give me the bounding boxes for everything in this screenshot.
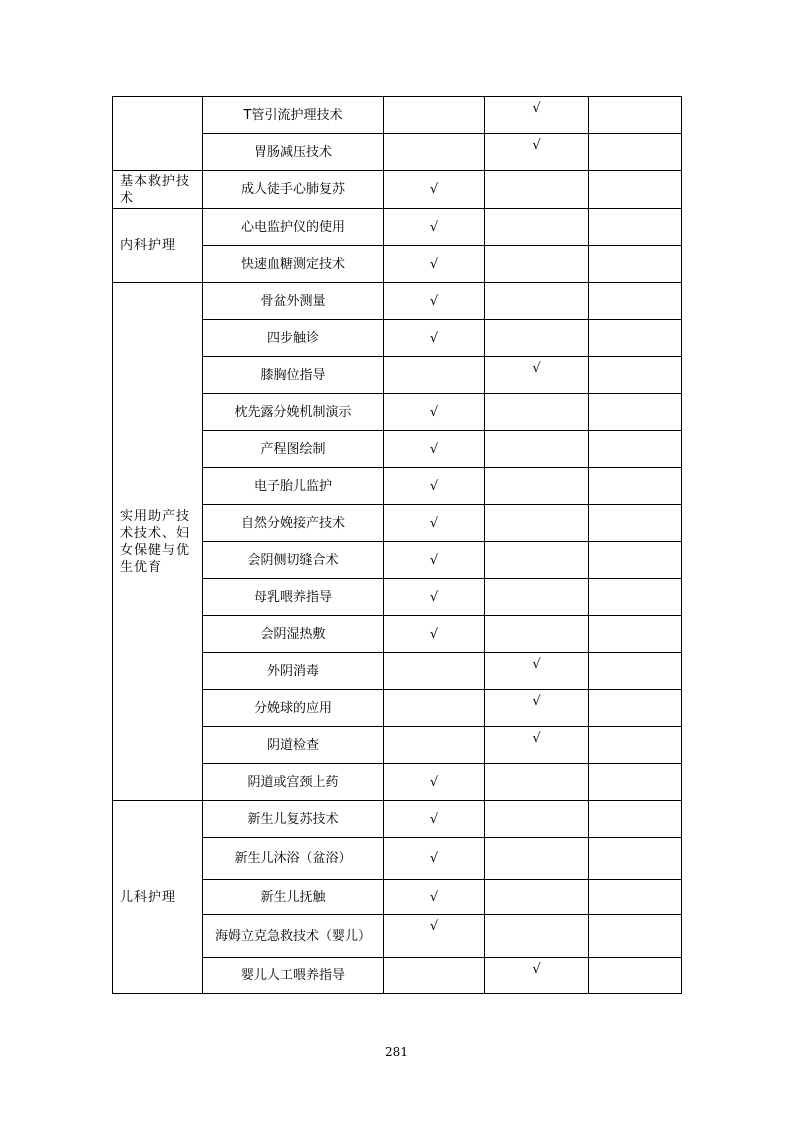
check-col1: √ xyxy=(384,394,485,431)
check-col3 xyxy=(589,727,682,764)
skill-item: 阴道或宫颈上药 xyxy=(203,764,384,801)
check-col3 xyxy=(589,653,682,690)
check-col1: √ xyxy=(384,579,485,616)
check-col2 xyxy=(485,320,589,357)
skill-item: 会阴湿热敷 xyxy=(203,616,384,653)
category-cell: 基本救护技术 xyxy=(113,171,203,209)
skill-item: 四步触诊 xyxy=(203,320,384,357)
skill-item: 会阴侧切缝合术 xyxy=(203,542,384,579)
skill-item: 自然分娩接产技术 xyxy=(203,505,384,542)
skill-item: 骨盆外测量 xyxy=(203,283,384,320)
check-col1 xyxy=(384,958,485,994)
check-col3 xyxy=(589,171,682,209)
skill-item: 膝胸位指导 xyxy=(203,357,384,394)
skill-item: 产程图绘制 xyxy=(203,431,384,468)
check-col2 xyxy=(485,801,589,838)
check-col1: √ xyxy=(384,431,485,468)
category-cell: 儿科护理 xyxy=(113,801,203,994)
check-col1: √ xyxy=(384,468,485,505)
check-col2 xyxy=(485,431,589,468)
skill-item: 心电监护仪的使用 xyxy=(203,209,384,246)
check-col2 xyxy=(485,171,589,209)
check-col1 xyxy=(384,134,485,171)
skill-item: 分娩球的应用 xyxy=(203,690,384,727)
check-col1: √ xyxy=(384,801,485,838)
check-col3 xyxy=(589,357,682,394)
table-row xyxy=(113,97,682,134)
check-col3 xyxy=(589,542,682,579)
check-col1: √ xyxy=(384,283,485,320)
check-col2 xyxy=(485,579,589,616)
check-col2: √ xyxy=(485,97,589,134)
check-col3 xyxy=(589,579,682,616)
check-col3 xyxy=(589,915,682,958)
check-col3 xyxy=(589,880,682,915)
table-row xyxy=(113,171,682,209)
check-col3 xyxy=(589,838,682,880)
check-col3 xyxy=(589,764,682,801)
skill-item: 新生儿复苏技术 xyxy=(203,801,384,838)
check-col2: √ xyxy=(485,958,589,994)
check-col2 xyxy=(485,246,589,283)
check-col3 xyxy=(589,468,682,505)
check-col2 xyxy=(485,542,589,579)
category-cell: 内科护理 xyxy=(113,209,203,283)
skill-item: 海姆立克急救技术（婴儿） xyxy=(203,915,384,958)
check-col2 xyxy=(485,880,589,915)
skill-item: 母乳喂养指导 xyxy=(203,579,384,616)
check-col3 xyxy=(589,616,682,653)
skill-item: 婴儿人工喂养指导 xyxy=(203,958,384,994)
check-col1: √ xyxy=(384,542,485,579)
skill-item: 电子胎儿监护 xyxy=(203,468,384,505)
category-cell xyxy=(113,97,203,171)
table-row xyxy=(113,801,682,838)
check-col3 xyxy=(589,246,682,283)
skill-item: 新生儿抚触 xyxy=(203,880,384,915)
skill-item: 枕先露分娩机制演示 xyxy=(203,394,384,431)
skill-item: 阴道检查 xyxy=(203,727,384,764)
check-col1 xyxy=(384,690,485,727)
check-col1 xyxy=(384,653,485,690)
check-col1: √ xyxy=(384,505,485,542)
skill-item: 外阴消毒 xyxy=(203,653,384,690)
check-col2 xyxy=(485,505,589,542)
check-col3 xyxy=(589,505,682,542)
check-col2 xyxy=(485,764,589,801)
check-col2 xyxy=(485,616,589,653)
skill-item: T管引流护理技术 xyxy=(203,97,384,134)
check-col2 xyxy=(485,838,589,880)
check-col1: √ xyxy=(384,764,485,801)
table-row xyxy=(113,283,682,320)
skill-item: 新生儿沐浴（盆浴） xyxy=(203,838,384,880)
check-col1 xyxy=(384,727,485,764)
check-col1: √ xyxy=(384,838,485,880)
table-row xyxy=(113,209,682,246)
page-number: 281 xyxy=(385,1045,408,1059)
check-col2: √ xyxy=(485,357,589,394)
category-cell: 实用助产技术技术、妇女保健与优生优育 xyxy=(113,283,203,801)
check-col1: √ xyxy=(384,171,485,209)
check-col3 xyxy=(589,209,682,246)
check-col1: √ xyxy=(384,246,485,283)
check-col3 xyxy=(589,690,682,727)
check-col3 xyxy=(589,283,682,320)
check-col3 xyxy=(589,134,682,171)
check-col2: √ xyxy=(485,690,589,727)
check-col2 xyxy=(485,468,589,505)
check-col1: √ xyxy=(384,209,485,246)
check-col3 xyxy=(589,958,682,994)
skill-item: 成人徒手心肺复苏 xyxy=(203,171,384,209)
skills-table xyxy=(112,96,682,994)
check-col2 xyxy=(485,209,589,246)
check-col1 xyxy=(384,357,485,394)
skill-item: 胃肠减压技术 xyxy=(203,134,384,171)
check-col3 xyxy=(589,394,682,431)
check-col3 xyxy=(589,431,682,468)
check-col2: √ xyxy=(485,134,589,171)
check-col1: √ xyxy=(384,880,485,915)
check-col1 xyxy=(384,97,485,134)
check-col2 xyxy=(485,283,589,320)
check-col1: √ xyxy=(384,320,485,357)
check-col2: √ xyxy=(485,727,589,764)
skill-item: 快速血糖测定技术 xyxy=(203,246,384,283)
check-col1: √ xyxy=(384,915,485,958)
check-col3 xyxy=(589,320,682,357)
check-col1: √ xyxy=(384,616,485,653)
check-col3 xyxy=(589,801,682,838)
check-col2: √ xyxy=(485,653,589,690)
check-col2 xyxy=(485,394,589,431)
check-col3 xyxy=(589,97,682,134)
check-col2 xyxy=(485,915,589,958)
